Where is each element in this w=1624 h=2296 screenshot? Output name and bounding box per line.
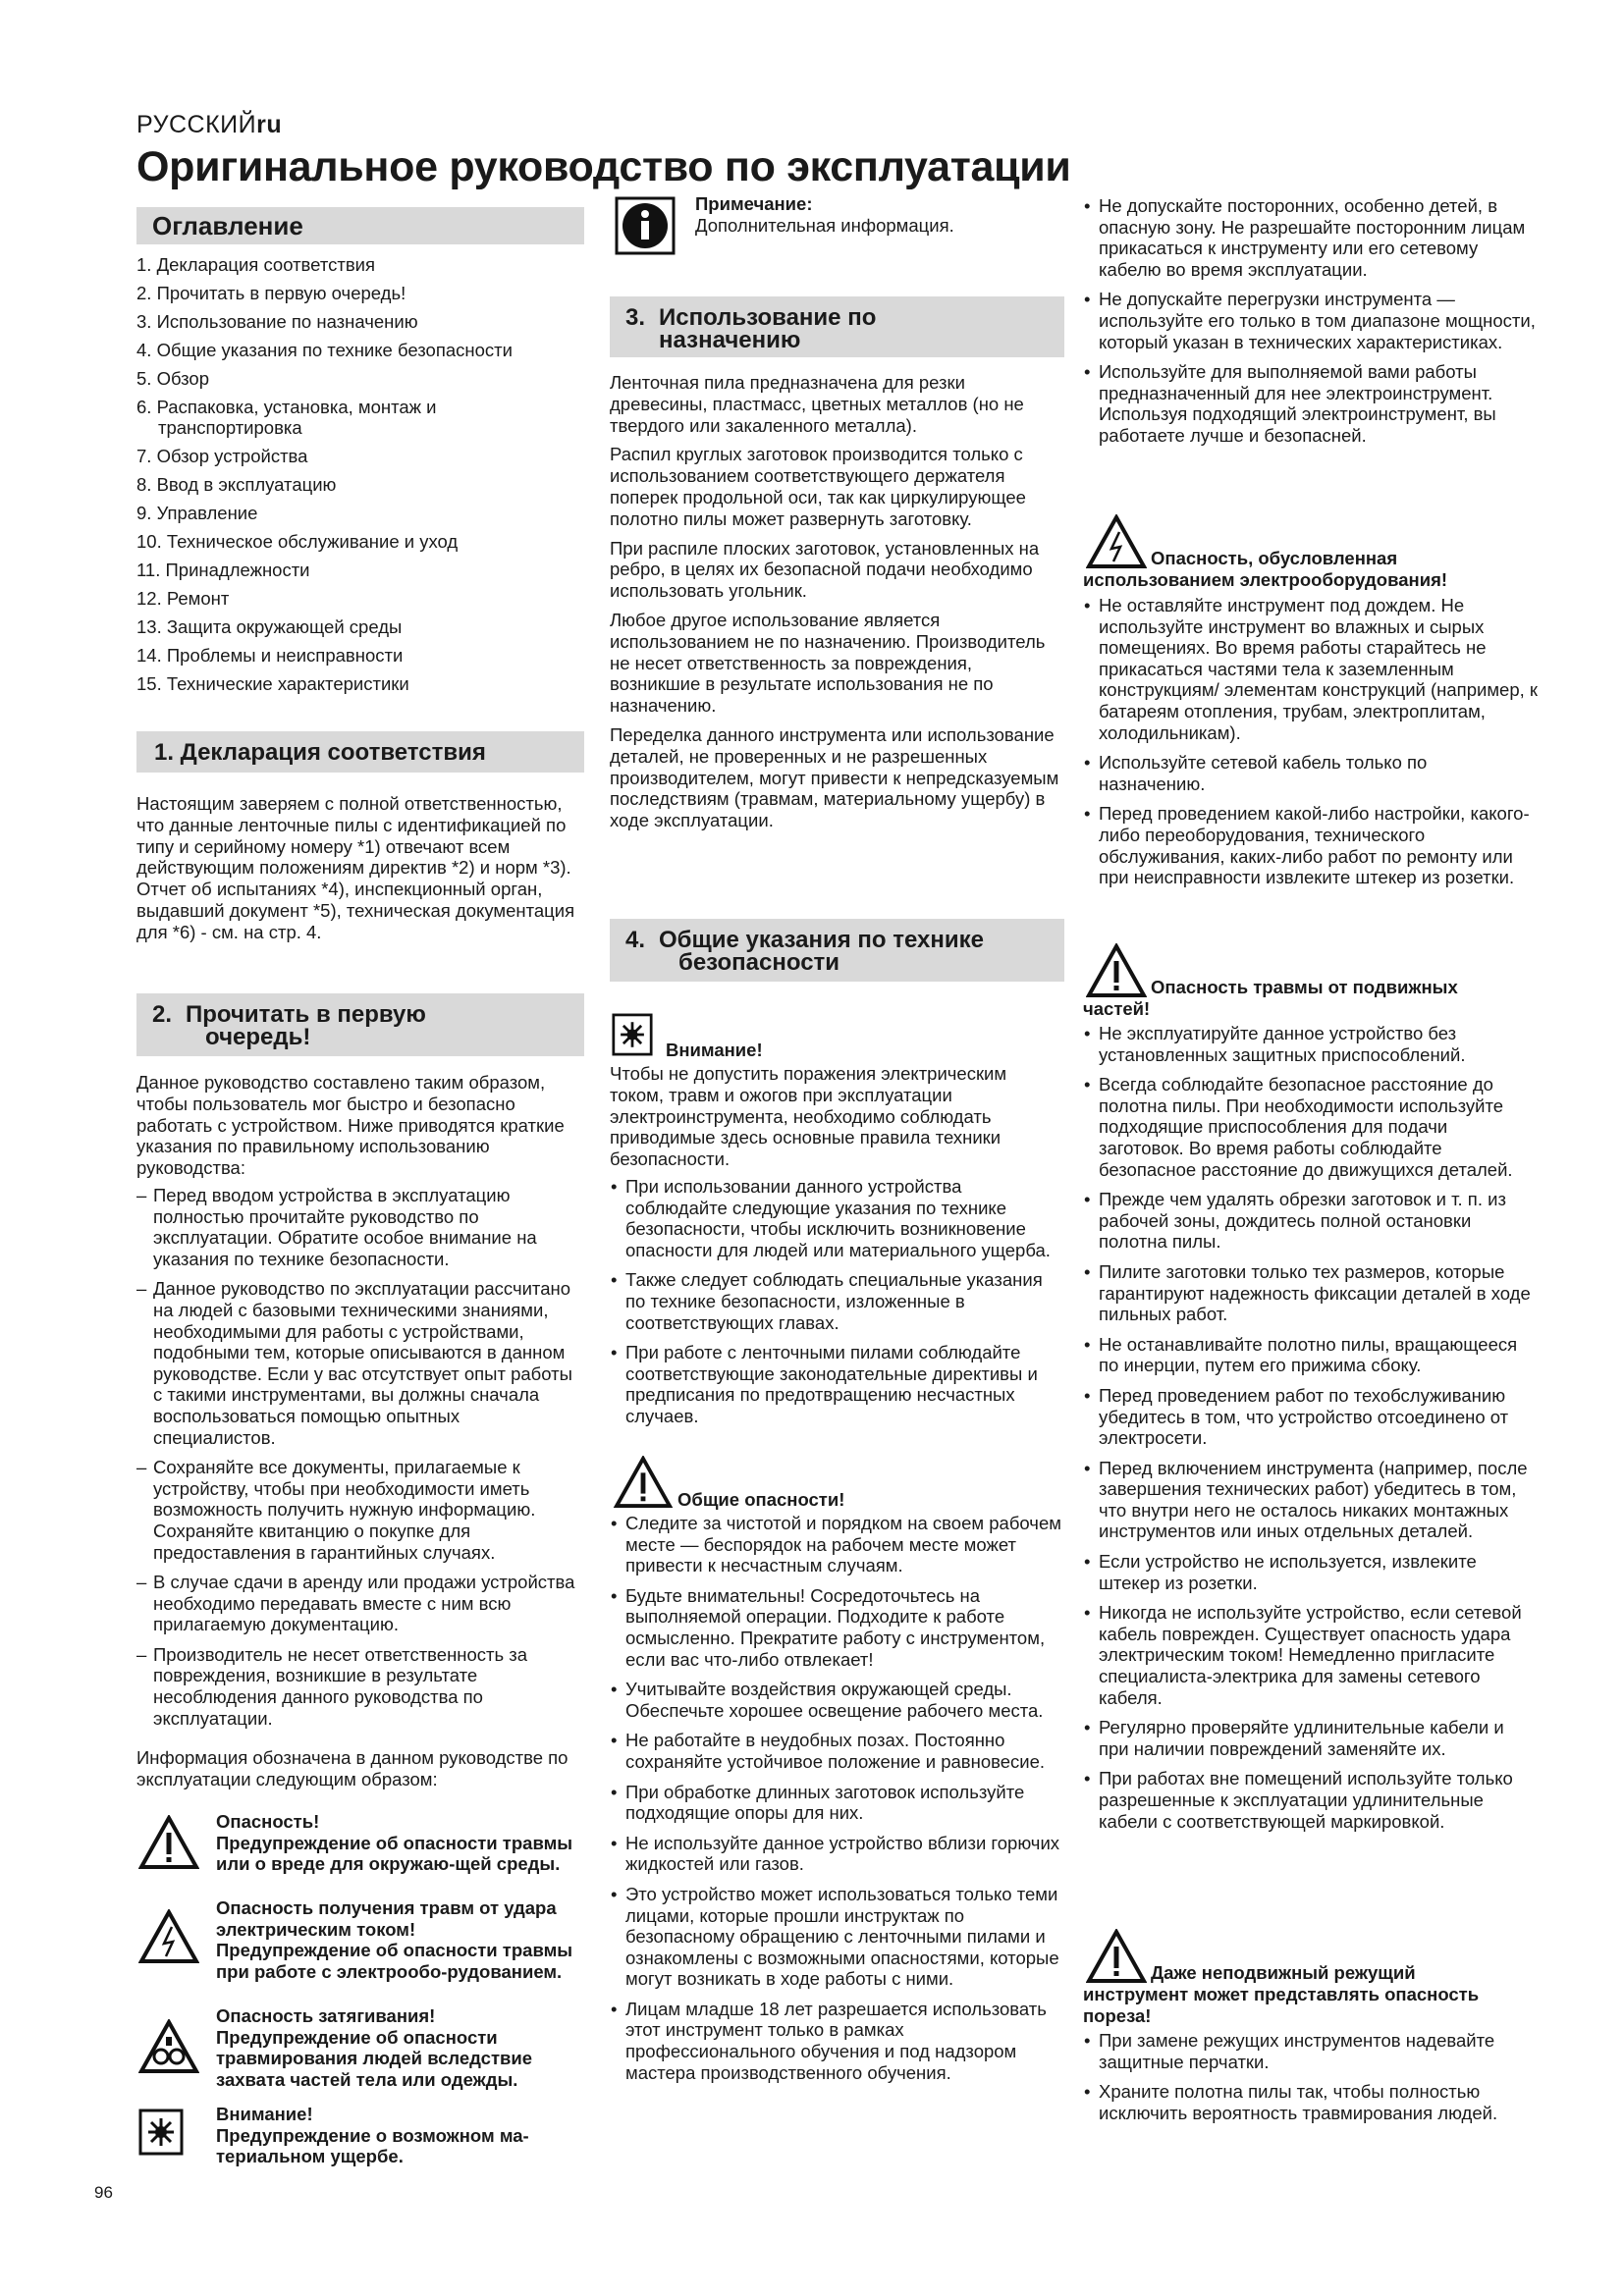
- bullet-item: • Также следует соблюдать специальные указания по технике безопасности, изложенные в соответствующих главах.: [610, 1269, 1064, 1333]
- section-2-list: [136, 1185, 584, 1737]
- toc-item-number: 11.: [136, 560, 166, 580]
- bullet-item: • Не работайте в неудобных позах. Постоянно сохраняйте устойчивое положение и равновесие.: [610, 1730, 1064, 1772]
- legend-danger: Опасность! Предупреждение об опасности травмы или о вреде для окружаю-щей среды.: [216, 1811, 573, 1875]
- section-1-heading: 1. Декларация соответствия: [136, 731, 584, 773]
- danger-triangle-icon: [138, 1815, 199, 1870]
- toc-item: [136, 474, 584, 495]
- toc-item: [136, 397, 584, 438]
- bullet-item: • При работах вне помещений используйте только разрешенные к эксплуатации удлинительные кабели с соответствующей маркировкой.: [1083, 1768, 1538, 1832]
- toc-item-number: 13.: [136, 616, 167, 637]
- section-2-intro: Данное руководство составлено таким образом, чтобы пользователь мог быстро и безопасно работать с устройством. Ниже приводятся краткие указания по правильному использованию руководства:: [136, 1072, 565, 1179]
- moving-parts-title-1: Опасность травмы от подвижных: [1151, 977, 1458, 997]
- bullet-item: • Будьте внимательны! Сосредоточьтесь на выполняемой операции. Подходите к работе осмысленно. Прекратите работу с инструментом, если вас что-либо отвлекает!: [610, 1585, 1064, 1670]
- toc-item: [136, 311, 584, 332]
- section-3-body: [610, 372, 1064, 839]
- bullet-item: • При обработке длинных заготовок используйте подходящие опоры для них.: [610, 1782, 1064, 1824]
- dash-list-item: – Сохраняйте все документы, прилагаемые к устройству, чтобы при необходимости иметь возможность получить нужную информацию. Сохраняйте квитанцию о покупке для предоставления в гарантийных случаях.: [136, 1457, 584, 1563]
- toc-item-number: 1.: [136, 254, 157, 275]
- toc-item-label: Использование по назначению: [156, 311, 418, 332]
- toc-item-number: 10.: [136, 531, 167, 552]
- dash-list-item: – Производитель не несет ответственность за повреждения, возникшие в результате несоблюдения данного руководства по эксплуатации.: [136, 1644, 584, 1729]
- bullet-item: • Не оставляйте инструмент под дождем. Не используйте инструмент во влажных и сырых помещениях. Во время работы старайтесь не прикасаться частями тела к заземленным конструкциям/ элементам конструкций (например, к батареям отопления, трубам, электроплитам, холодильникам).: [1083, 595, 1538, 743]
- bullet-item: • Лицам младше 18 лет разрешается использовать этот инструмент только в рамках профессионального обучения и под надзором мастера производственного обучения.: [610, 1999, 1064, 2083]
- bullet-item: • Не останавливайте полотно пилы, вращающееся по инерции, путем его прижима сбоку.: [1083, 1334, 1538, 1376]
- toc-item-label: Прочитать в первую очередь!: [156, 283, 406, 303]
- toc-item: [136, 616, 584, 637]
- bullet-item: • Не допускайте посторонних, особенно детей, в опасную зону. Не разрешайте посторонним лицам прикасаться к инструменту или его сетевому кабелю во время эксплуатации.: [1083, 195, 1538, 280]
- electric-danger-list: [1083, 595, 1538, 897]
- info-icon: [615, 196, 676, 255]
- toc-item-number: 12.: [136, 588, 167, 609]
- toc-item-label: Декларация соответствия: [156, 254, 376, 275]
- section-2-info: Информация обозначена в данном руководстве по эксплуатации следующим образом:: [136, 1747, 568, 1789]
- toc-item: [136, 673, 584, 694]
- bullet-item: • При работе с ленточными пилами соблюдайте соответствующие законодательные директивы и предписания по предотвращению несчастных случаев.: [610, 1342, 1064, 1426]
- toc-item: [136, 645, 584, 666]
- bullet-item: • Используйте сетевой кабель только по назначению.: [1083, 752, 1538, 794]
- paragraph: Ленточная пила предназначена для резки древесины, пластмасс, цветных металлов (но не твердого или закаленного металла).: [610, 372, 1024, 436]
- page-number: 96: [94, 2183, 113, 2202]
- attention-damage-icon: [138, 2109, 184, 2156]
- language-label: РУССКИЙru: [136, 111, 283, 138]
- column-3-list-top: [1083, 195, 1538, 455]
- moving-parts-list: [1083, 1023, 1538, 1841]
- bullet-item: • Учитывайте воздействия окружающей среды. Обеспечьте хорошее освещение рабочего места.: [610, 1679, 1064, 1721]
- toc-item-label: Распаковка, установка, монтаж и: [156, 397, 437, 417]
- toc-item: [136, 531, 584, 552]
- cut-danger-title-2: инструмент может представлять опасность пореза!: [1083, 1984, 1480, 2026]
- bullet-item: • Храните полотна пилы так, чтобы полностью исключить вероятность травмирования людей.: [1083, 2081, 1538, 2123]
- table-of-contents: [136, 254, 584, 702]
- section-3-heading: 3. Использование по назначению: [610, 296, 1064, 357]
- bullet-item: • Перед проведением работ по техобслуживанию убедитесь в том, что устройство отсоединено от электросети.: [1083, 1385, 1538, 1449]
- toc-heading: Оглавление: [136, 207, 584, 244]
- bullet-item: • Пилите заготовки только тех размеров, которые гарантируют надежность фиксации деталей в ходе пильных работ.: [1083, 1261, 1538, 1325]
- cut-danger-title-1: Даже неподвижный режущий: [1151, 1962, 1416, 1983]
- legend-entanglement: Опасность затягивания! Предупреждение об опасности травмирования людей вследствие захвата частей тела или одежды.: [216, 2005, 533, 2090]
- entanglement-triangle-icon: [138, 2019, 199, 2074]
- bullet-item: • При использовании данного устройства соблюдайте следующие указания по технике безопасности, чтобы исключить возникновение опасности для людей или материального ущерба.: [610, 1176, 1064, 1260]
- bullet-item: • Не используйте данное устройство вблизи горючих жидкостей или газов.: [610, 1833, 1064, 1875]
- toc-item: [136, 283, 584, 303]
- toc-item-label: Обзор устройства: [156, 446, 308, 466]
- page-title: Оригинальное руководство по эксплуатации: [136, 143, 1071, 190]
- attention-damage-icon: [612, 1013, 653, 1056]
- note-text: Дополнительная информация.: [695, 215, 954, 236]
- electric-shock-triangle-icon: [138, 1909, 199, 1964]
- dash-list-item: – Перед вводом устройства в эксплуатацию полностью прочитайте руководство по эксплуатации. Обратите особое внимание на указания по технике безопасности.: [136, 1185, 584, 1269]
- toc-item-number: 6.: [136, 397, 157, 417]
- paragraph: Любое другое использование является использованием не по назначению. Производитель не несет ответственность за повреждения, возникшие в результате использования не по назначению.: [610, 609, 1046, 717]
- bullet-item: • Это устройство может использоваться только теми лицами, которые прошли инструктаж по безопасному обращению с ленточными пилами и ознакомлены с возможными опасностями, которые могут возникать в ходе работы с ними.: [610, 1884, 1064, 1990]
- bullet-item: • Следите за чистотой и порядком на своем рабочем месте — беспорядок на рабочем месте может привести к несчастным случаям.: [610, 1513, 1064, 1576]
- toc-item: [136, 254, 584, 275]
- toc-item-label: Проблемы и неисправности: [166, 645, 404, 666]
- bullet-item: • Если устройство не используется, извлеките штекер из розетки.: [1083, 1551, 1538, 1593]
- bullet-item: • Не эксплуатируйте данное устройство без установленных защитных приспособлений.: [1083, 1023, 1538, 1065]
- general-dangers-title: Общие опасности!: [677, 1489, 845, 1510]
- section-1-text: Настоящим заверяем с полной ответственностью, что данные ленточные пилы с идентификацией по типу и серийному номеру *1) отвечают всем действующим положениям директив *2) и норм *3). Отчет об испытаниях *4), инспекционный орган, выдавший документ *5), техническая документация для *6) - см. на стр. 4.: [136, 793, 575, 942]
- legend-attention: Внимание! Предупреждение о возможном ма-териальном ущербе.: [216, 2104, 529, 2167]
- toc-item-number: 2.: [136, 283, 157, 303]
- toc-item: [136, 503, 584, 523]
- bullet-item: • Перед включением инструмента (например, после завершения технических работ) убедитесь в том, что внутри него не осталось никаких монтажных инструментов или иных отдельных деталей.: [1083, 1458, 1538, 1542]
- toc-item-label-cont: транспортировка: [158, 417, 302, 438]
- toc-item: [136, 446, 584, 466]
- bullet-item: • При замене режущих инструментов надевайте защитные перчатки.: [1083, 2030, 1538, 2072]
- dash-list-item: – Данное руководство по эксплуатации рассчитано на людей с базовыми техническими знаниями, необходимыми для работы с устройствами, подобными тем, которые описываются в данном руководстве. Если у вас отсутствует опыт работы с такими инструментами, вы должны сначала воспользоваться помощью опытных специалистов.: [136, 1278, 584, 1448]
- bullet-item: • Никогда не используйте устройство, если сетевой кабель поврежден. Существует опасность удара электрическим током! Немедленно пригласите специалиста-электрика для замены сетевого кабеля.: [1083, 1602, 1538, 1708]
- attention-title: Внимание!: [666, 1040, 763, 1060]
- section-4-list: [610, 1176, 1064, 1436]
- paragraph: При распиле плоских заготовок, установленных на ребро, в целях их безопасной подачи необходимо использовать угольник.: [610, 537, 1040, 602]
- legend-electric: Опасность получения травм от удара электрическим током! Предупреждение об опасности травмы при работе с электрообо-рудованием.: [216, 1897, 573, 1982]
- bullet-item: • Всегда соблюдайте безопасное расстояние до полотна пилы. При необходимости используйте подходящие приспособления для подачи заготовок. Во время работы соблюдайте безопасное расстояние до движущихся деталей.: [1083, 1074, 1538, 1180]
- toc-item: [136, 368, 584, 389]
- toc-item-label: Технические характеристики: [166, 673, 409, 694]
- bullet-item: • Перед проведением какой-либо настройки, какого-либо переоборудования, технического обслуживания, каких-либо работ по ремонту или при неисправности извлеките штекер из розетки.: [1083, 803, 1538, 887]
- section-4-heading: 4. Общие указания по технике безопасности: [610, 919, 1064, 982]
- toc-item-label: Принадлежности: [165, 560, 310, 580]
- moving-parts-title-2: частей!: [1083, 998, 1151, 1019]
- toc-item: [136, 340, 584, 360]
- dash-list-item: – В случае сдачи в аренду или продажи устройства необходимо передавать вместе с ним всю прилагаемую документацию.: [136, 1572, 584, 1635]
- cut-danger-list: [1083, 2030, 1538, 2132]
- cut-danger-triangle-icon: [1086, 1929, 1147, 1984]
- toc-item-number: 3.: [136, 311, 157, 332]
- toc-item-number: 5.: [136, 368, 157, 389]
- toc-item-number: 4.: [136, 340, 157, 360]
- bullet-item: • Прежде чем удалять обрезки заготовок и т. п. из рабочей зоны, дождитесь полной остановки полотна пилы.: [1083, 1189, 1538, 1253]
- toc-item-label: Защита окружающей среды: [166, 616, 403, 637]
- bullet-item: • Не допускайте перегрузки инструмента — используйте его только в том диапазоне мощности, который указан в технических характеристиках.: [1083, 289, 1538, 352]
- toc-item-label: Обзор: [156, 368, 210, 389]
- toc-item-number: 9.: [136, 503, 157, 523]
- note-title: Примечание:: [695, 193, 813, 214]
- electric-shock-triangle-icon: [1086, 514, 1147, 569]
- toc-item-number: 8.: [136, 474, 157, 495]
- electric-danger-title-2: использованием электрооборудования!: [1083, 569, 1448, 590]
- electric-danger-title-1: Опасность, обусловленная: [1151, 548, 1398, 568]
- toc-item-label: Техническое обслуживание и уход: [166, 531, 459, 552]
- toc-item-number: 15.: [136, 673, 167, 694]
- general-dangers-list: [610, 1513, 1064, 2092]
- toc-item-label: Ввод в эксплуатацию: [156, 474, 337, 495]
- bullet-item: • Регулярно проверяйте удлинительные кабели и при наличии повреждений заменяйте их.: [1083, 1717, 1538, 1759]
- section-2-heading: 2. Прочитать в первую очередь!: [136, 993, 584, 1056]
- section-4-intro: Чтобы не допустить поражения электрическим током, травм и ожогов при эксплуатации электроинструмента, необходимо соблюдать приводимые здесь основные правила техники безопасности.: [610, 1063, 1007, 1170]
- toc-item-label: Общие указания по технике безопасности: [156, 340, 513, 360]
- paragraph: Распил круглых заготовок производится только с использованием соответствующего держателя поперек продольной оси, так как циркулирующее полотно пилы может развернуть заготовку.: [610, 444, 1026, 529]
- toc-item-label: Ремонт: [166, 588, 230, 609]
- toc-item-number: 7.: [136, 446, 157, 466]
- toc-item: [136, 588, 584, 609]
- moving-parts-triangle-icon: [1086, 943, 1147, 998]
- toc-item-number: 14.: [136, 645, 167, 666]
- danger-triangle-icon: [613, 1456, 674, 1509]
- bullet-item: • Используйте для выполняемой вами работы предназначенный для нее электроинструмент. Используя подходящий электроинструмент, вы работаете лучше и безопасней.: [1083, 361, 1538, 446]
- toc-item: [136, 560, 584, 580]
- toc-item-label: Управление: [156, 503, 258, 523]
- paragraph: Переделка данного инструмента или использование деталей, не проверенных и не разрешенных производителем, могут привести к непредсказуемым последствиям (травмам, материальному ущербу) в ходе эксплуатации.: [610, 723, 1059, 831]
